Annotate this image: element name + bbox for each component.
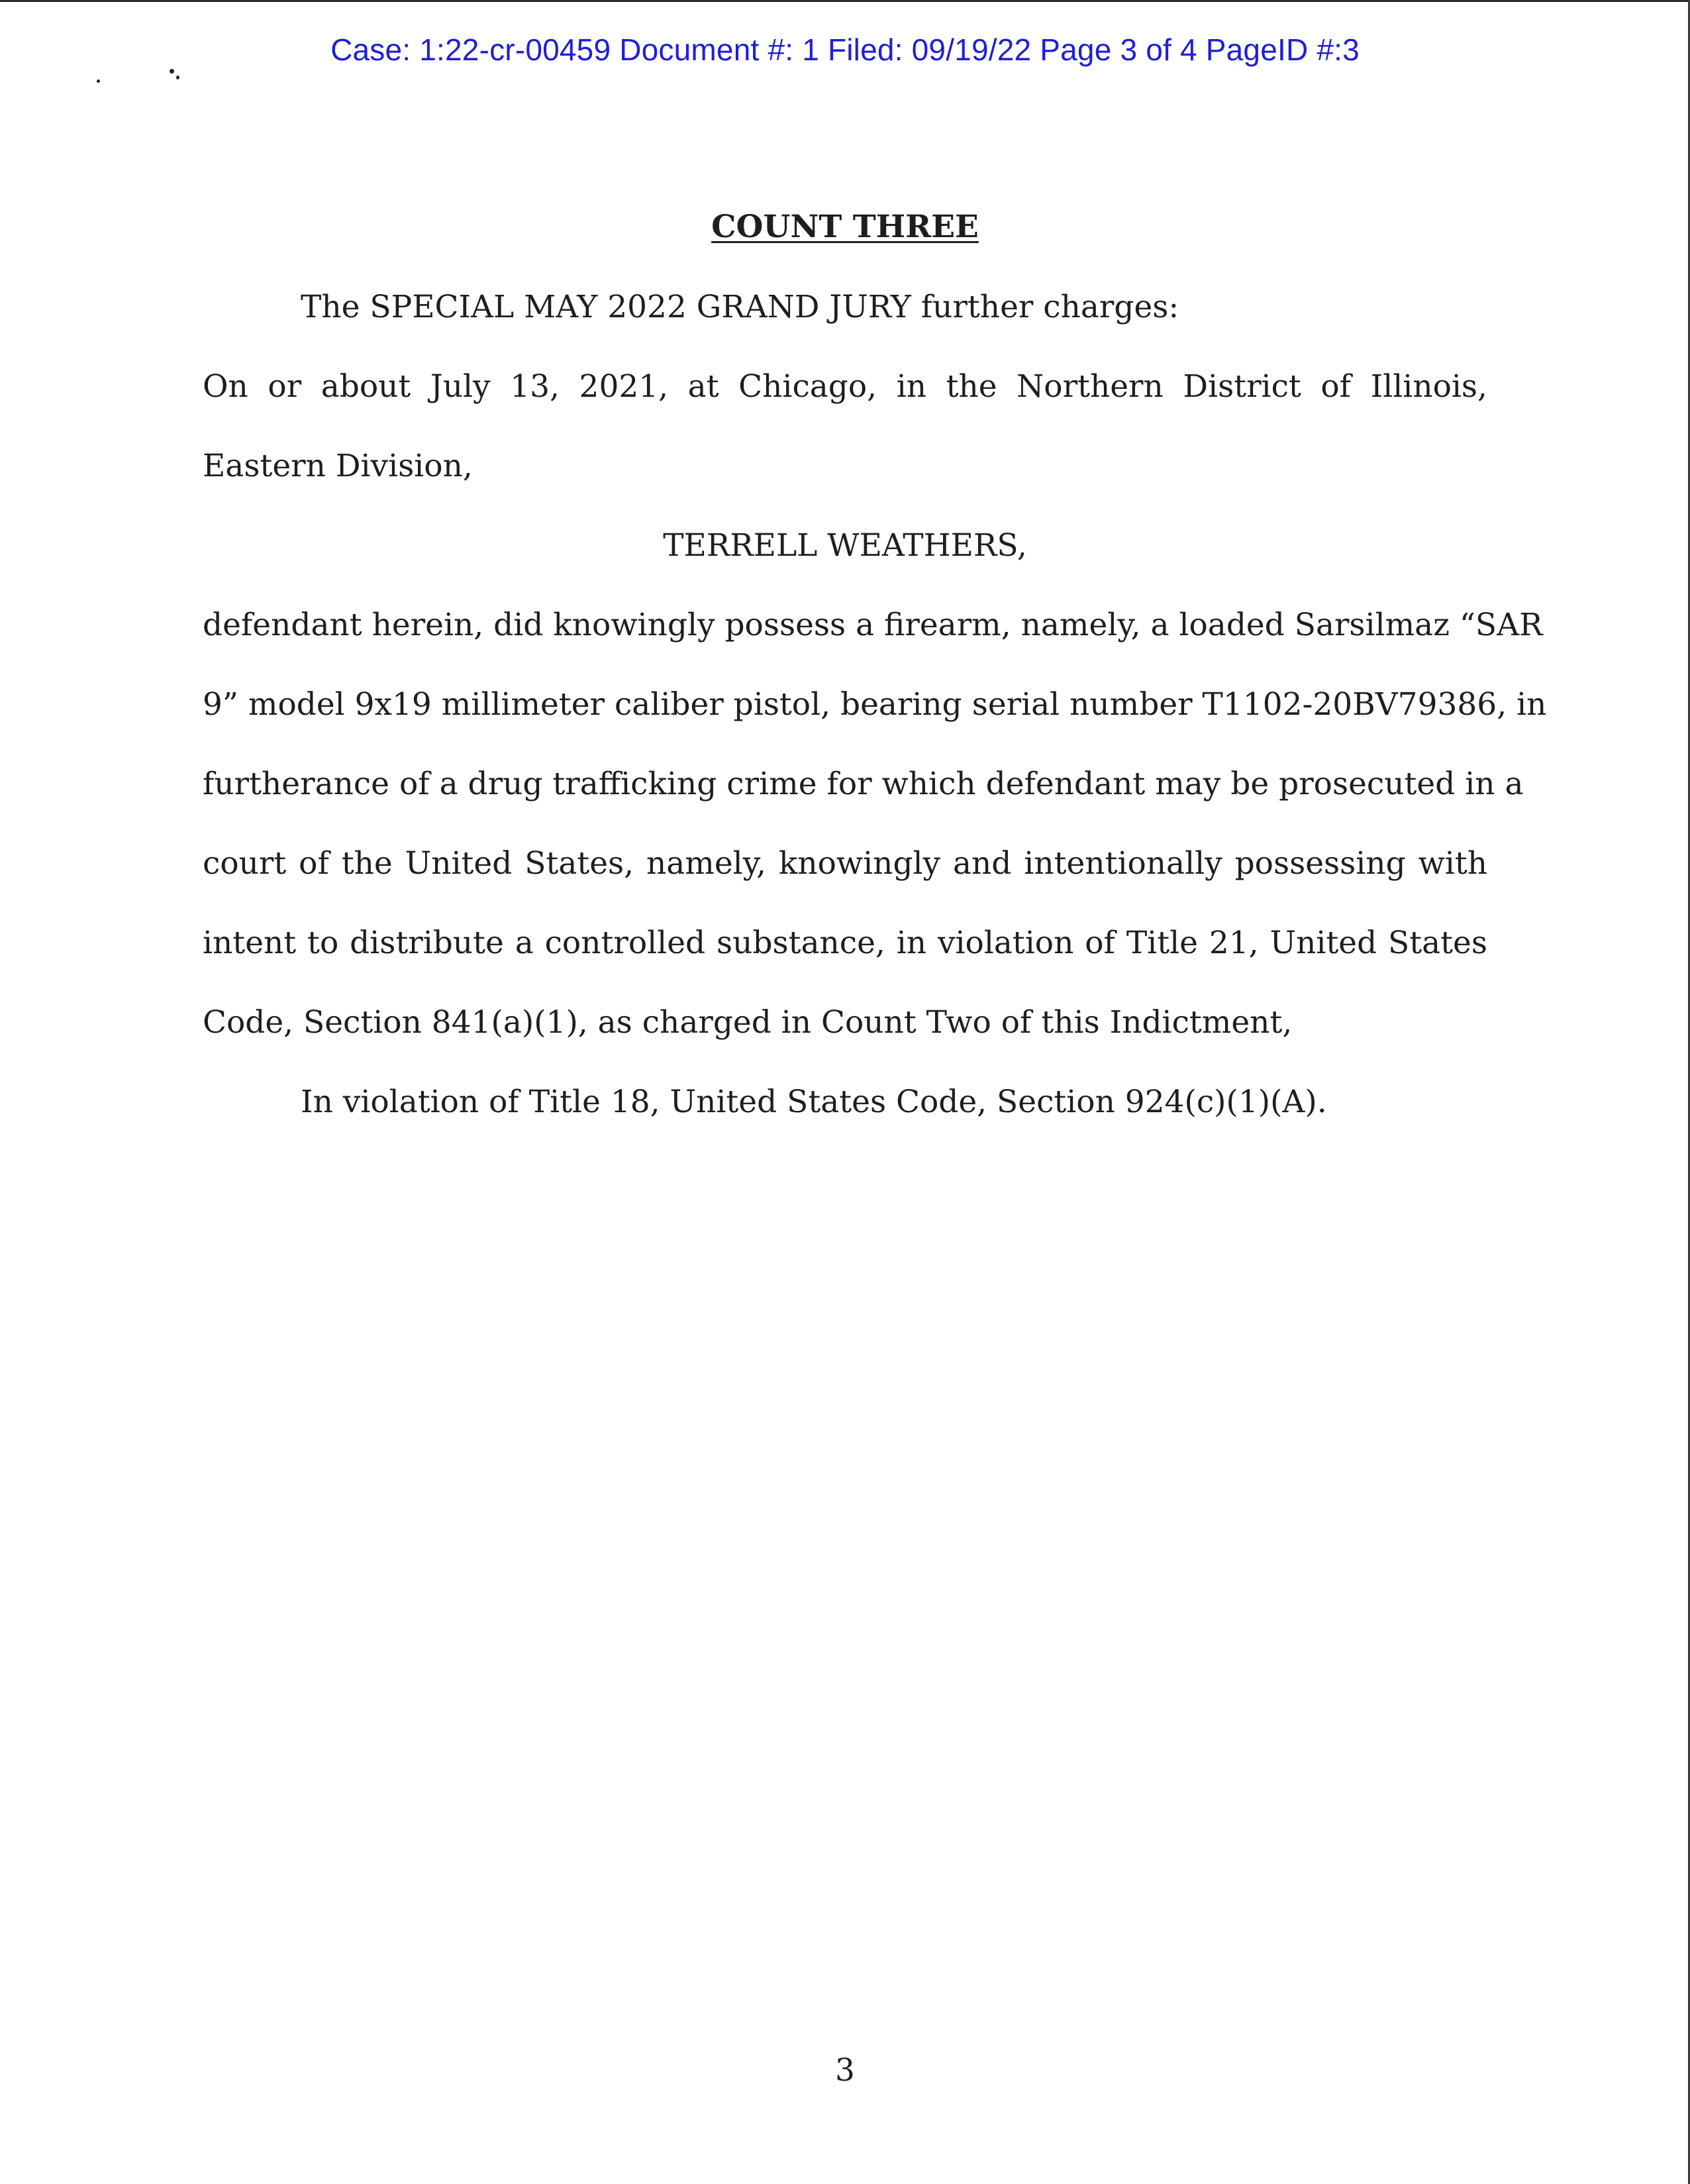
scan-speck: [170, 69, 174, 74]
body-line: intent to distribute a controlled substance, in violation of Title 21, United States: [203, 925, 1487, 961]
scan-speck: [97, 79, 100, 83]
defendant-name: TERRELL WEATHERS,: [663, 527, 1027, 564]
body-line: furtherance of a drug trafficking crime for which defendant may be prosecuted in a: [203, 766, 1524, 802]
count-heading: COUNT THREE: [711, 209, 979, 245]
page-number: 3: [835, 2052, 855, 2089]
intro-line: The SPECIAL MAY 2022 GRAND JURY further charges:: [301, 289, 1179, 325]
case-header-stamp: Case: 1:22-cr-00459 Document #: 1 Filed: 09/19/22 Page 3 of 4 PageID #:3: [330, 32, 1360, 67]
scan-speck: [176, 76, 179, 79]
violation-line: In violation of Title 18, United States Code, Section 924(c)(1)(A).: [301, 1084, 1327, 1120]
body-line: On or about July 13, 2021, at Chicago, in the Northern District of Illinois,: [203, 368, 1487, 405]
body-line: 9” model 9x19 millimeter caliber pistol, bearing serial number T1102-20BV79386, in: [203, 686, 1547, 723]
scan-edge-top: [0, 0, 1690, 2]
body-line: Eastern Division,: [203, 448, 473, 484]
body-line: court of the United States, namely, knowingly and intentionally possessing with: [203, 845, 1487, 882]
body-line: defendant herein, did knowingly possess a firearm, namely, a loaded Sarsilmaz “SAR: [203, 607, 1543, 643]
body-line: Code, Section 841(a)(1), as charged in Count Two of this Indictment,: [203, 1004, 1293, 1041]
